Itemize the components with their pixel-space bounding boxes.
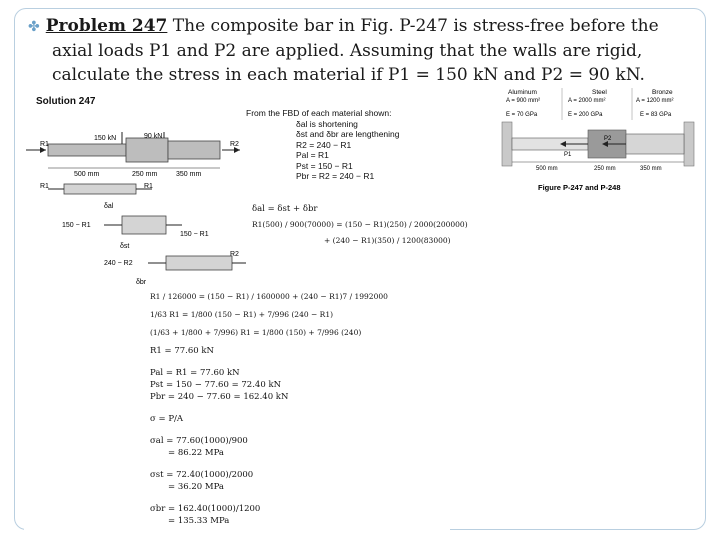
solution-title: Solution 247 bbox=[36, 96, 96, 107]
dim-500: 500 mm bbox=[74, 171, 100, 178]
fig-br-E: E = 83 GPa bbox=[640, 112, 672, 118]
bar-r2-label: R2 bbox=[230, 141, 239, 148]
eq-sig-br-2: = 135.33 MPa bbox=[168, 516, 230, 526]
fig-len-250: 250 mm bbox=[594, 166, 616, 172]
br-fbd-left: 240 − R2 bbox=[104, 260, 133, 267]
fig-br-A: A = 1200 mm² bbox=[636, 98, 674, 104]
st-fbd-delta: δst bbox=[120, 243, 130, 250]
load2-label: 90 kN bbox=[144, 133, 163, 140]
eq-sub-1: R1(500) / 900(70000) = (150 − R1)(250) / 2000(200000) bbox=[252, 220, 468, 229]
bar-r1-label: R1 bbox=[40, 141, 49, 148]
fbd-heading: From the FBD of each material shown: bbox=[246, 108, 392, 118]
problem-label: Problem 247 bbox=[45, 16, 168, 36]
problem-line-2: axial loads P1 and P2 are applied. Assuming that the walls are rigid, bbox=[52, 41, 643, 61]
eq-sig-al-2: = 86.22 MPa bbox=[168, 448, 224, 458]
fbd-line-5: Pst = 150 − R1 bbox=[296, 160, 353, 171]
fig-caption: Figure P-247 and P-248 bbox=[538, 183, 621, 192]
fig-al-A: A = 900 mm² bbox=[506, 98, 541, 104]
eq-sub-2: + (240 − R1)(350) / 1200(83000) bbox=[324, 236, 451, 245]
eq-compat: δal = δst + δbr bbox=[252, 204, 318, 214]
problem-statement bbox=[28, 14, 708, 87]
eq-sigma: σ = P/A bbox=[150, 414, 184, 424]
right-wall bbox=[684, 122, 694, 166]
solution-image bbox=[24, 96, 468, 536]
eq-p-st: Pst = 150 − 77.60 = 72.40 kN bbox=[150, 380, 282, 390]
eq-p-br: Pbr = 240 − 77.60 = 162.40 kN bbox=[150, 392, 289, 402]
br-bar bbox=[168, 141, 220, 159]
problem-line-1 bbox=[28, 14, 708, 39]
eq-sig-br-1: σbr = 162.40(1000)/1200 bbox=[150, 504, 261, 514]
bullet-icon: ✤ bbox=[28, 19, 40, 35]
fig-p1: P1 bbox=[564, 152, 572, 158]
fbd-line-6: Pbr = R2 = 240 − R1 bbox=[296, 171, 375, 181]
fbd-line-3: R2 = 240 − R1 bbox=[296, 139, 352, 150]
fig-len-350: 350 mm bbox=[640, 166, 662, 172]
eq-sig-al-1: σal = 77.60(1000)/900 bbox=[150, 436, 248, 446]
fbd-notes bbox=[246, 108, 400, 182]
fig-br-bar bbox=[626, 134, 684, 154]
eq-p-al: Pal = R1 = 77.60 kN bbox=[150, 368, 240, 378]
st-bar bbox=[126, 138, 168, 162]
st-fbd-left: 150 − R1 bbox=[62, 222, 91, 229]
fig-st-A: A = 2000 mm² bbox=[568, 98, 606, 104]
eq-sig-st-2: = 36.20 MPa bbox=[168, 482, 224, 492]
dim-350: 350 mm bbox=[176, 171, 202, 178]
dim-250: 250 mm bbox=[132, 171, 158, 178]
eq-r1-result: R1 = 77.60 kN bbox=[150, 346, 214, 356]
fig-bronze: Bronze bbox=[652, 89, 673, 96]
al-fbd-bar bbox=[64, 184, 136, 194]
left-wall bbox=[502, 122, 512, 166]
st-fbd-right: 150 − R1 bbox=[180, 231, 209, 238]
problem-line-3: calculate the stress in each material if P1 = 150 kN and P2 = 90 kN. bbox=[52, 65, 645, 85]
load1-label: 150 kN bbox=[94, 135, 117, 142]
st-fbd-bar bbox=[122, 216, 166, 234]
eq-sig-st-1: σst = 72.40(1000)/2000 bbox=[150, 470, 254, 480]
br-fbd-bar bbox=[166, 256, 232, 270]
al-fbd-r1-right: R1 bbox=[144, 183, 153, 190]
fbd-line-1: δal is shortening bbox=[296, 118, 358, 129]
eq-r1: R1 / 126000 = (150 − R1) / 1600000 + (240 − R1)7 / 1992000 bbox=[150, 292, 388, 301]
eq-r3: (1/63 + 1/800 + 7/996) R1 = 1/800 (150) + 7/996 (240) bbox=[150, 328, 362, 337]
br-fbd-right: R2 bbox=[230, 251, 239, 258]
br-fbd-delta: δbr bbox=[136, 279, 147, 286]
fig-st-E: E = 200 GPa bbox=[568, 112, 603, 118]
fig-al-E: E = 70 GPa bbox=[506, 112, 538, 118]
figure-image bbox=[500, 86, 696, 194]
eq-r2: 1/63 R1 = 1/800 (150 − R1) + 7/996 (240 − R1) bbox=[150, 310, 334, 319]
fbd-line-4: Pal = R1 bbox=[296, 150, 329, 160]
fig-steel: Steel bbox=[592, 89, 607, 96]
fbd-line-2: δst and δbr are lengthening bbox=[296, 129, 400, 139]
al-bar bbox=[48, 144, 126, 156]
figure-diagram bbox=[500, 86, 696, 194]
fig-aluminum: Aluminum bbox=[508, 89, 537, 96]
al-fbd-r1: R1 bbox=[40, 183, 49, 190]
fig-p2: P2 bbox=[604, 136, 612, 142]
problem-text-1: The composite bar in Fig. P-247 is stress-free before the bbox=[167, 16, 659, 36]
fig-len-500: 500 mm bbox=[536, 166, 558, 172]
al-fbd-delta: δal bbox=[104, 203, 114, 210]
